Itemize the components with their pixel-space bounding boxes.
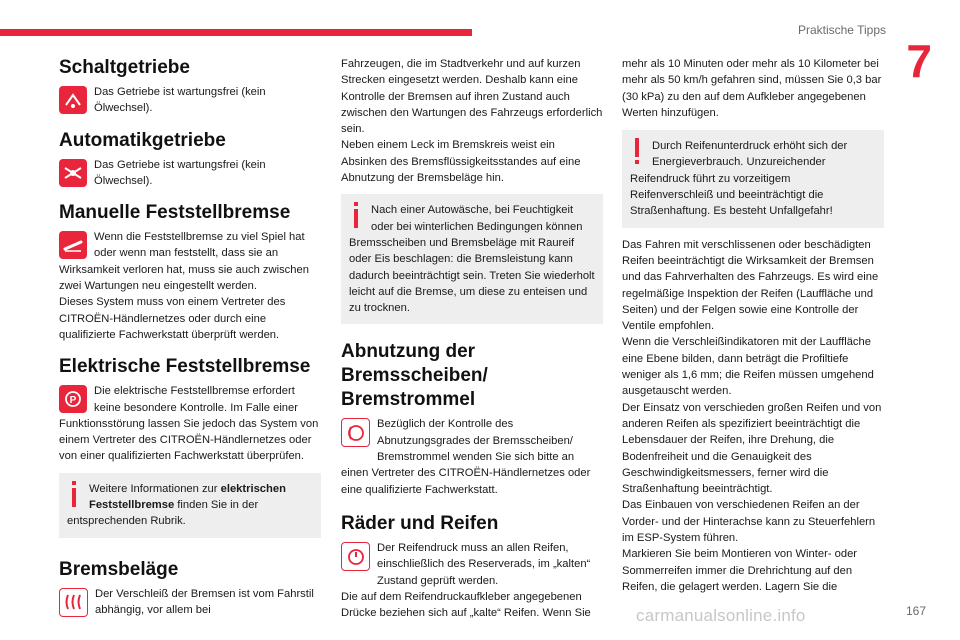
bremsbelaege-cont-text-2: Neben einem Leck im Bremskreis weist ein Absinken des Bremsflüssigkeitsstandes auf eine Abnutzung der Bremsbeläge hin. xyxy=(341,139,581,185)
elektrische-section xyxy=(59,383,321,464)
info-note-brake-ice xyxy=(341,194,603,324)
svg-text:P: P xyxy=(69,395,77,407)
warning-note-tire-pressure xyxy=(622,130,884,227)
reifen-text-d: Das Einbauen von verschiedenen Reifen an der Vorder- und der Hinterachse kann zu Steuerfehlern im ESP-System führen. xyxy=(622,499,876,545)
column-2 xyxy=(341,56,603,621)
schaltgetriebe-text: Das Getriebe ist wartungsfrei (kein Ölwechsel). xyxy=(94,86,266,115)
heading-bremsbelaege: Bremsbeläge xyxy=(59,558,179,580)
watermark: carmanualsonline.info xyxy=(636,606,806,625)
info-note-text: Weitere Informationen zur elektrischen Feststellbremse finden Sie in der entsprechenden Rubrik. xyxy=(67,482,286,528)
header-accent-bar xyxy=(0,29,472,36)
heading-abnutzung: Abnutzung der Bremsscheiben/ Bremstrommel xyxy=(341,341,488,411)
bremsbelaege-cont-text: Fahrzeugen, die im Stadtverkehr und auf kurzen Strecken eingesetzt werden. Deshalb kann eine Kontrolle der Bremsen auf ihren Zustand auch zwischen den Wartungen des Fahrzeugs erforderlich sein. xyxy=(341,58,603,136)
automatic-gearbox-maintenance-icon xyxy=(59,159,87,187)
info-note-electric-brake xyxy=(59,473,321,538)
manuelle-section xyxy=(59,229,321,343)
heading-automatikgetriebe: Automatikgetriebe xyxy=(59,129,226,151)
chapter-number: 7 xyxy=(906,35,932,87)
automatik-section xyxy=(59,157,321,190)
heading-raeder-reifen: Räder und Reifen xyxy=(341,512,499,534)
abnutzung-text: Bezüglich der Kontrolle des Abnutzungsgrades der Bremsscheiben/ Bremstrommel wenden Sie sich bitte an einen Vertreter des CITROËN-Händlernetzes oder eine qualifizierte Fachwerkstatt. xyxy=(341,418,591,496)
parking-brake-lever-icon xyxy=(59,231,87,259)
raeder-text: Der Reifendruck muss an allen Reifen, einschließlich des Reserverads, im „kalten“ Zustand geprüft werden. xyxy=(377,541,591,587)
manuelle-text: Wenn die Feststellbremse zu viel Spiel hat oder wenn man feststellt, dass sie an Wirksamkeit verloren hat, muss sie auch zwischen zwei Wartungen neu eingestellt werden. xyxy=(59,231,309,293)
warning-icon xyxy=(630,138,644,168)
electric-parking-brake-icon xyxy=(59,385,87,413)
page-number: 167 xyxy=(905,604,926,618)
bremsbelaege-section xyxy=(59,586,321,619)
reifen-text-b: Wenn die Verschleißindikatoren mit der Lauffläche eine Ebene bilden, dann beträgt die Profiltiefe weniger als 1,6 mm; die Reifen müssen umgehend ausgetauscht werden. xyxy=(622,336,874,398)
bremsbelaege-text: Der Verschleiß der Bremsen ist vom Fahrstil abhängig, vor allem bei xyxy=(95,587,314,616)
manuelle-text-2: Dieses System muss von einem Vertreter des CITROËN-Händlernetzes oder durch eine qualifizierte Fachwerkstatt überprüft werden. xyxy=(59,296,286,341)
info-icon xyxy=(67,481,81,511)
info-icon xyxy=(349,202,363,232)
raeder-section xyxy=(341,540,603,621)
heading-schaltgetriebe: Schaltgetriebe xyxy=(59,57,190,78)
schaltgetriebe-section xyxy=(59,84,321,117)
brake-disc-icon xyxy=(341,418,370,447)
heading-manuelle-feststellbremse: Manuelle Feststellbremse xyxy=(59,202,291,224)
automatik-text: Das Getriebe ist wartungsfrei (kein Ölwechsel). xyxy=(94,158,266,187)
reifen-text-e: Markieren Sie beim Montieren von Winter- oder Sommerreifen immer die Drehrichtung auf den Reifen, die gelagert werden. Lagern Sie die xyxy=(622,548,858,593)
elektrische-text: Die elektrische Feststellbremse erfordert keine besondere Kontrolle. Im Falle einer Funktionsstörung lassen Sie jedoch das System von einem Vertreter des CITROËN-Händlernetzes oder von einer qualifizierten Fachwerkstatt überprüfen. xyxy=(59,385,319,463)
tire-pressure-icon xyxy=(341,542,370,571)
heading-elektrische-feststellbremse: Elektrische Feststellbremse xyxy=(59,356,311,378)
info-note-brake-ice-text: Nach einer Autowäsche, bei Feuchtigkeit oder bei winterlichen Bedingungen können Bremsscheiben und Bremsbeläge mit Raureif oder Eis beschlagen: die Bremsleistung kann dadurch beeinträchtigt sein. Treten Sie wiederholt leicht auf die Bremse, um diese zu enteisen und zu trocknen. xyxy=(349,204,595,315)
reifen-cont-text: mehr als 10 Minuten oder mehr als 10 Kilometer bei mehr als 50 km/h gefahren sind, müssen Sie 0,3 bar (30 kPa) zu den auf dem Aufkleber angegebenen Werten hinzufügen. xyxy=(622,58,882,119)
brake-pad-icon xyxy=(59,588,88,617)
manual-gearbox-maintenance-icon xyxy=(59,86,87,114)
section-title: Praktische Tipps xyxy=(797,23,886,37)
column-3 xyxy=(622,56,884,595)
reifen-text-a: Das Fahren mit verschlissenen oder beschädigten Reifen beeinträchtigt die Wirksamkeit der Bremsen und das Fahrverhalten des Fahrzeugs. Es wird eine regelmäßige Inspektion der Reifen (Lauffläche und Seiten) und der Felgen sowie eine Kontrolle der Ventile empfohlen. xyxy=(622,238,879,333)
reifen-text-c: Der Einsatz von verschieden großen Reifen und von anderen Reifen als spezifiziert beeinträchtigt die Lebensdauer der Reifen, ihre Drehung, die Bodenfreiheit und die Genauigkeit des Geschwindigkeitsmessers, ferner wird die Straßenhaftung beeinträchtigt. xyxy=(622,401,882,496)
warning-note-text: Durch Reifenunterdruck erhöht sich der Energieverbrauch. Unzureichender Reifendruck führt zu vorzeitigem Reifenverschleiß und beeinträchtigt die Straßenhaftung. Es besteht Unfallgefahr! xyxy=(630,140,848,218)
raeder-text-2: Die auf dem Reifendruckaufkleber angegebenen Drücke beziehen sich auf „kalte“ Reifen. Wenn Sie xyxy=(341,590,591,620)
abnutzung-section xyxy=(341,416,603,497)
column-1 xyxy=(59,52,321,619)
